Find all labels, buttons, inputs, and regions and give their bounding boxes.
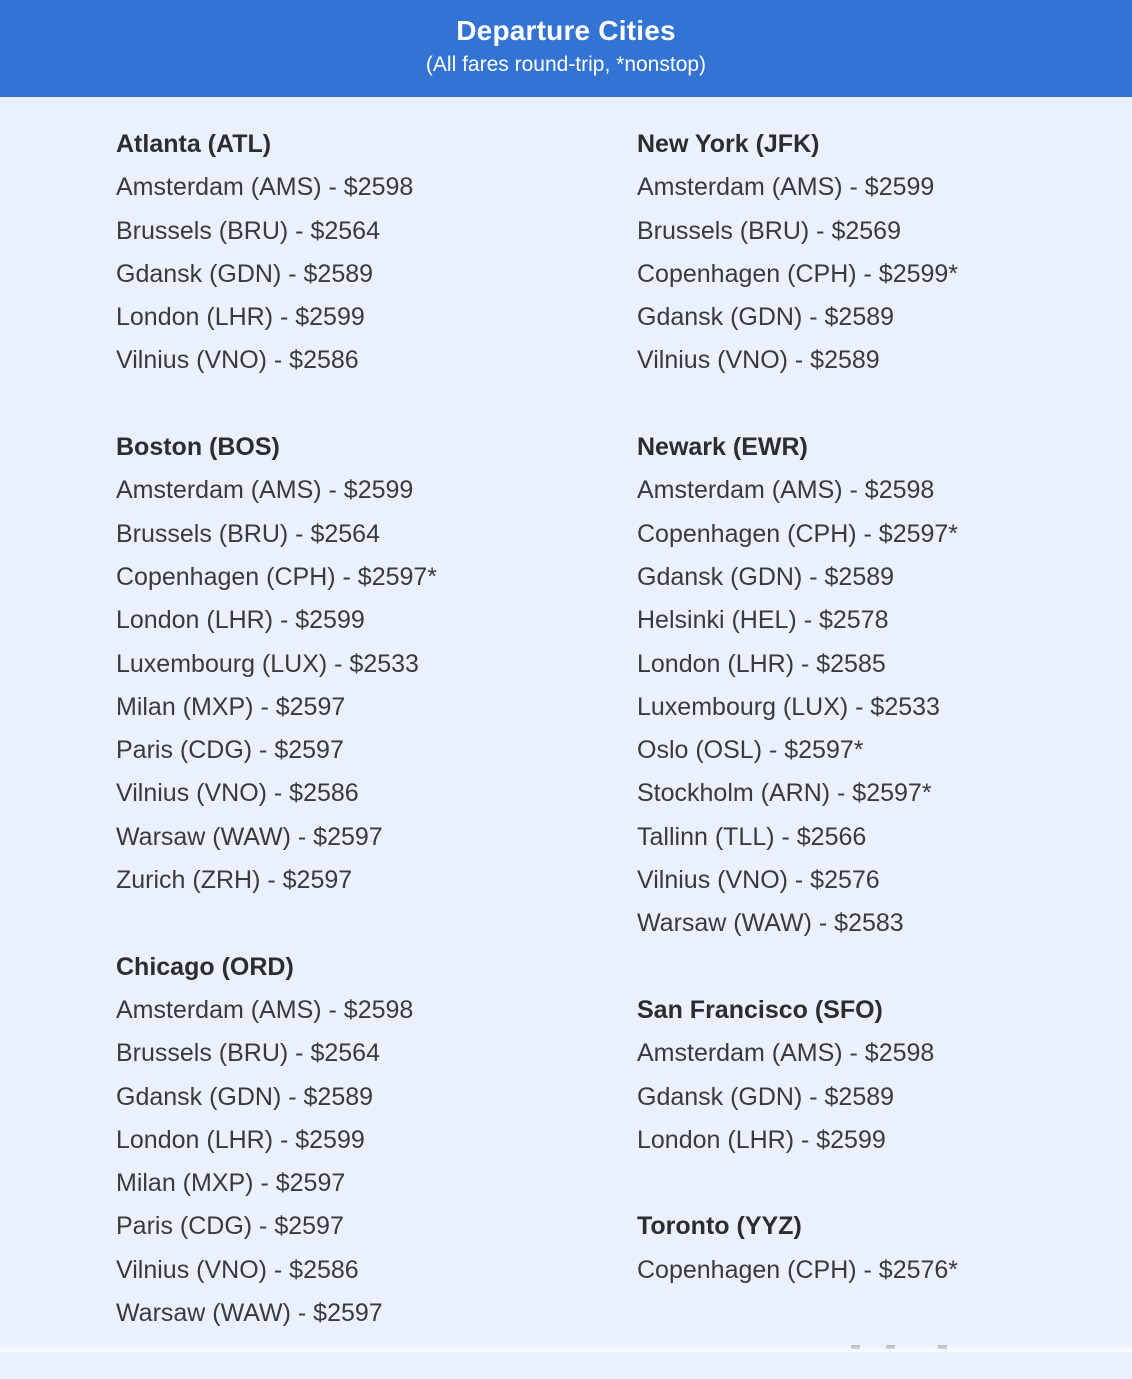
route-fare-line: Copenhagen (CPH) - $2576* bbox=[637, 1255, 959, 1284]
page-title: Departure Cities bbox=[456, 15, 676, 46]
route-fare-line: Milan (MXP) - $2597 bbox=[116, 1169, 346, 1198]
route-fare-line: Gdansk (GDN) - $2589 bbox=[116, 1082, 374, 1111]
city-heading: San Francisco (SFO) bbox=[637, 995, 883, 1024]
city-heading: Newark (EWR) bbox=[637, 433, 808, 462]
route-fare-line: Brussels (BRU) - $2569 bbox=[637, 216, 901, 245]
route-fare-line: Vilnius (VNO) - $2589 bbox=[637, 346, 880, 375]
route-fare-line: Vilnius (VNO) - $2576 bbox=[637, 866, 880, 895]
cutoff-text-fragment bbox=[938, 1345, 947, 1349]
route-fare-line: Brussels (BRU) - $2564 bbox=[116, 519, 380, 548]
route-fare-line: Amsterdam (AMS) - $2599 bbox=[116, 476, 414, 505]
route-fare-line: Vilnius (VNO) - $2586 bbox=[116, 1255, 359, 1284]
city-heading: Atlanta (ATL) bbox=[116, 130, 272, 158]
route-fare-line: Amsterdam (AMS) - $2598 bbox=[116, 173, 414, 202]
route-fare-line: Paris (CDG) - $2597 bbox=[116, 736, 344, 765]
route-fare-line: Luxembourg (LUX) - $2533 bbox=[116, 649, 419, 678]
route-fare-line: Amsterdam (AMS) - $2598 bbox=[637, 1039, 935, 1068]
route-fare-line: London (LHR) - $2585 bbox=[637, 649, 886, 678]
city-heading: Boston (BOS) bbox=[116, 433, 280, 462]
route-fare-line: Vilnius (VNO) - $2586 bbox=[116, 346, 359, 375]
city-section bbox=[637, 989, 1132, 1162]
route-fare-line: Amsterdam (AMS) - $2598 bbox=[116, 995, 414, 1024]
route-fare-line: London (LHR) - $2599 bbox=[116, 1125, 365, 1154]
route-fare-line: Copenhagen (CPH) - $2597* bbox=[116, 562, 438, 591]
route-fare-line: Gdansk (GDN) - $2589 bbox=[637, 562, 895, 591]
city-heading: Chicago (ORD) bbox=[116, 952, 294, 981]
route-fare-line: Gdansk (GDN) - $2589 bbox=[116, 259, 374, 288]
route-fare-line: Amsterdam (AMS) - $2598 bbox=[637, 476, 935, 505]
fare-column-left bbox=[116, 123, 637, 1379]
city-section bbox=[637, 426, 1132, 946]
route-fare-line: Copenhagen (CPH) - $2597* bbox=[637, 519, 959, 548]
route-fare-line: Gdansk (GDN) - $2589 bbox=[637, 1082, 895, 1111]
city-section bbox=[116, 426, 637, 902]
route-fare-line: Gdansk (GDN) - $2589 bbox=[637, 303, 895, 332]
route-fare-line: London (LHR) - $2599 bbox=[116, 606, 365, 635]
route-fare-line: Copenhagen (CPH) - $2599* bbox=[637, 259, 959, 288]
fare-column-right bbox=[637, 123, 1132, 1379]
route-fare-line: London (LHR) - $2599 bbox=[116, 303, 365, 332]
route-fare-line: Brussels (BRU) - $2564 bbox=[116, 1039, 380, 1068]
route-fare-line: Warsaw (WAW) - $2597 bbox=[116, 1299, 383, 1328]
route-fare-line: Stockholm (ARN) - $2597* bbox=[637, 779, 932, 808]
route-fare-line: London (LHR) - $2599 bbox=[637, 1125, 886, 1154]
page-subtitle: (All fares round-trip, *nonstop) bbox=[425, 53, 707, 76]
fare-list-content bbox=[0, 97, 1132, 1379]
route-fare-line: Luxembourg (LUX) - $2533 bbox=[637, 692, 940, 721]
route-fare-line: Zurich (ZRH) - $2597 bbox=[116, 866, 353, 895]
route-fare-line: Oslo (OSL) - $2597* bbox=[637, 736, 864, 765]
city-heading: Toronto (YYZ) bbox=[637, 1212, 802, 1241]
city-section bbox=[116, 946, 637, 1336]
route-fare-line: Paris (CDG) - $2597 bbox=[116, 1212, 344, 1241]
header-banner bbox=[0, 0, 1132, 97]
cutoff-text-fragment bbox=[886, 1345, 895, 1349]
city-heading: New York (JFK) bbox=[637, 130, 820, 158]
city-section bbox=[637, 1205, 1132, 1292]
cutoff-text-fragment bbox=[851, 1345, 860, 1349]
route-fare-line: Brussels (BRU) - $2564 bbox=[116, 216, 380, 245]
city-section bbox=[116, 123, 637, 383]
city-section bbox=[637, 123, 1132, 383]
route-fare-line: Vilnius (VNO) - $2586 bbox=[116, 779, 359, 808]
route-fare-line: Tallinn (TLL) - $2566 bbox=[637, 822, 867, 851]
route-fare-line: Warsaw (WAW) - $2583 bbox=[637, 909, 904, 938]
route-fare-line: Milan (MXP) - $2597 bbox=[116, 692, 346, 721]
route-fare-line: Helsinki (HEL) - $2578 bbox=[637, 606, 889, 635]
route-fare-line: Warsaw (WAW) - $2597 bbox=[116, 822, 383, 851]
route-fare-line: Amsterdam (AMS) - $2599 bbox=[637, 173, 935, 202]
